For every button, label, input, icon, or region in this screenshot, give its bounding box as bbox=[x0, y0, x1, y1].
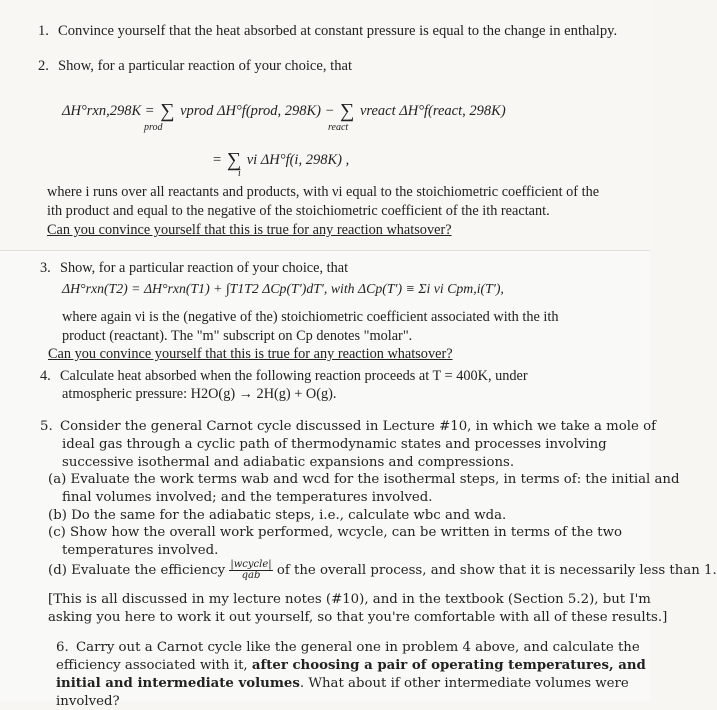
question-6-line3: initial and intermediate volumes. What about if other intermediate volumes were bbox=[56, 676, 629, 691]
question-3-intro: 3. Show, for a particular reaction of your choice, that bbox=[40, 260, 349, 276]
question-5b: (b) Do the same for the adiabatic steps, i.e., calculate wbc and wda. bbox=[48, 508, 507, 523]
question-2-equation-line1: ΔH°rxn,298K = ∑ νprod ΔH°f(prod, 298K) − ∑ νreact ΔH°f(react, 298K) bbox=[62, 100, 506, 122]
question-5-line2: ideal gas through a cyclic path of thermodynamic states and processes involving bbox=[62, 437, 607, 452]
question-5-note-line2: asking you here to work it out yourself, so that you're comfortable with all of these results.] bbox=[48, 610, 668, 625]
question-5a-line2: final volumes involved; and the temperatures involved. bbox=[62, 490, 433, 505]
question-3-equation: ΔH°rxn(T2) = ΔH°rxn(T1) + ∫T1T2 ΔCp(T′)dT′, with ΔCp(T′) ≡ Σi νi Cpm,i(T′), bbox=[62, 281, 504, 296]
question-5c-line1: (c) Show how the overall work performed, wcycle, can be written in terms of the two bbox=[48, 525, 623, 540]
question-4-line1: 4. Calculate heat absorbed when the following reaction proceeds at T = 400K, under bbox=[40, 368, 528, 384]
question-1-text: Convince yourself that the heat absorbed at constant pressure is equal to the change in enthalpy. bbox=[58, 23, 618, 39]
question-5-line1: 5. Consider the general Carnot cycle discussed in Lecture #10, in which we take a mole of bbox=[40, 419, 657, 434]
question-5a-line1: (a) Evaluate the work terms wab and wcd for the isothermal steps, in terms of: the initial and bbox=[48, 472, 680, 487]
question-3-line3: Can you convince yourself that this is true for any reaction whatsover? bbox=[48, 346, 453, 362]
sum-symbol: ∑ bbox=[226, 149, 242, 171]
question-6-line1: 6. Carry out a Carnot cycle like the general one in problem 4 above, and calculate the bbox=[56, 640, 640, 655]
question-5-line3: successive isothermal and adiabatic expansions and compressions. bbox=[62, 455, 515, 470]
lower-section bbox=[0, 250, 717, 709]
sum-symbol: ∑ bbox=[160, 100, 175, 122]
sum-label-react: react bbox=[328, 122, 349, 133]
question-3-line2: product (reactant). The "m" subscript on Cp denotes "molar". bbox=[62, 328, 413, 344]
question-2-body-line2: ith product and equal to the negative of the stoichiometric coefficient of the ith reactant. bbox=[47, 203, 550, 219]
question-5c-line2: temperatures involved. bbox=[62, 543, 219, 558]
question-2-body-line1: where i runs over all reactants and products, with νi equal to the stoichiometric coefficient of the bbox=[47, 184, 600, 200]
question-2-intro: 2. Show, for a particular reaction of your choice, that bbox=[38, 58, 353, 74]
question-6-line2: efficiency associated with it, after choosing a pair of operating temperatures, and bbox=[56, 658, 646, 673]
efficiency-fraction: $\frac{\text{|wcycle|}}{\text{qab}}$ bbox=[230, 559, 272, 581]
question-3-line1: where again νi is the (negative of the) stoichiometric coefficient associated with the ith bbox=[62, 309, 559, 325]
question-6-line4: involved? bbox=[56, 694, 120, 709]
question-1: 1. Convince yourself that the heat absorbed at constant pressure is equal to the change in enthalpy. bbox=[38, 23, 618, 39]
sum-symbol: ∑ bbox=[340, 100, 355, 122]
question-5-note-line1: [This is all discussed in my lecture notes (#10), and in the textbook (Section 5.2), but I'm bbox=[48, 592, 651, 607]
question-2-equation-line2: = ∑ νi ΔH°f(i, 298K) , bbox=[213, 149, 350, 171]
question-4-line2: atmospheric pressure: H2O(g) → 2H(g) + O(g). bbox=[62, 386, 337, 402]
sum-label-i: i bbox=[238, 168, 241, 179]
question-2-body-line3: Can you convince yourself that this is true for any reaction whatsover? bbox=[47, 222, 452, 238]
question-5d: (d) Evaluate the efficiency $\frac{\text{|wcycle|}}{\text{qab}}$ of the overall process, and show that it is necessarily less than 1. bbox=[48, 559, 717, 581]
upper-section bbox=[0, 0, 650, 250]
sum-label-prod: prod bbox=[144, 122, 163, 133]
